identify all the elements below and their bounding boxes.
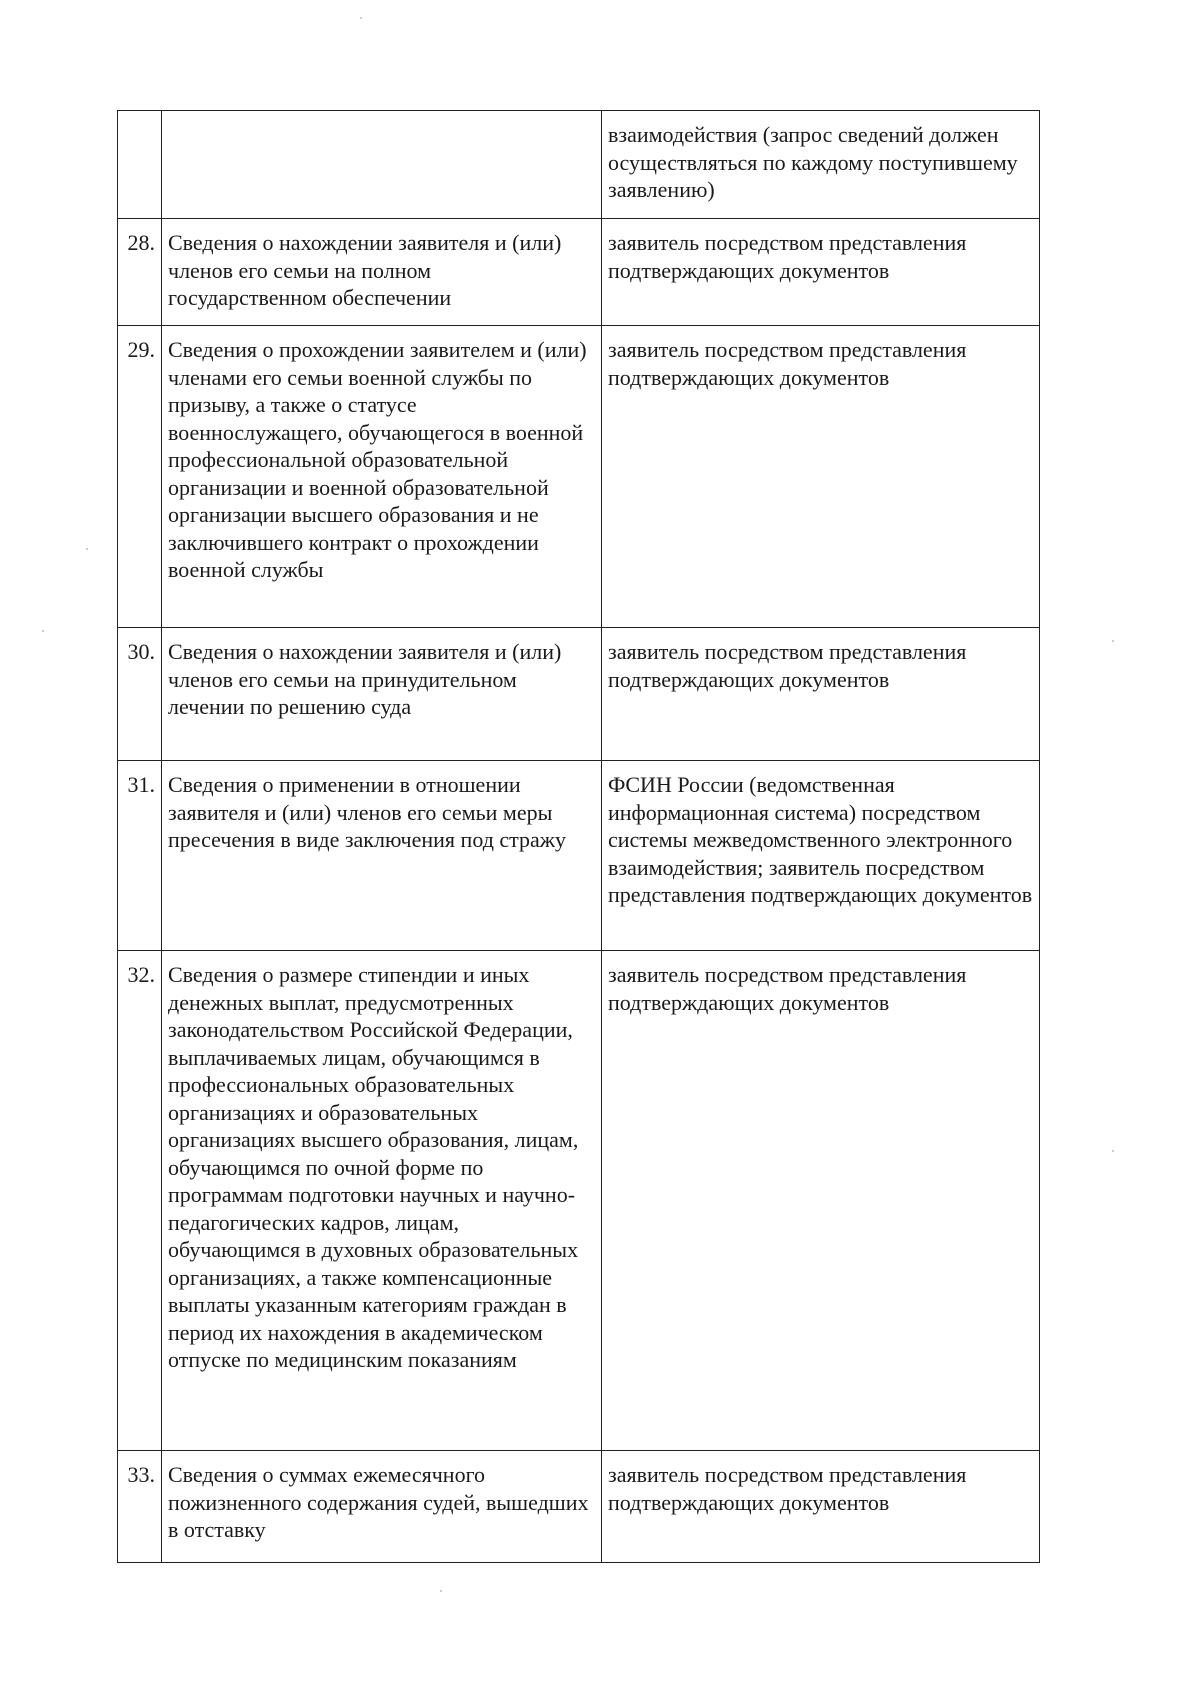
scan-speck [1112, 640, 1114, 642]
source-cell: заявитель посредством представления подтверждающих документов [602, 326, 1040, 628]
source-cell: заявитель посредством представления подтверждающих документов [602, 1451, 1040, 1563]
source-cell: ФСИН России (ведомственная информационная система) посредством системы межведомственного электронного взаимодействия; заявитель посредством представления подтверждающих документов [602, 761, 1040, 951]
row-number: 30. [118, 628, 162, 761]
table-row [118, 1451, 1040, 1563]
table-row [118, 219, 1040, 326]
info-cell: Сведения о нахождении заявителя и (или) членов его семьи на принудительном лечении по решению суда [162, 628, 602, 761]
scan-speck [440, 1590, 442, 1592]
info-cell: Сведения о применении в отношении заявителя и (или) членов его семьи меры пресечения в виде заключения под стражу [162, 761, 602, 951]
source-cell: заявитель посредством представления подтверждающих документов [602, 219, 1040, 326]
source-cell: заявитель посредством представления подтверждающих документов [602, 628, 1040, 761]
row-number: 32. [118, 951, 162, 1451]
documents-table [117, 110, 1040, 1563]
source-cell: заявитель посредством представления подтверждающих документов [602, 951, 1040, 1451]
source-cell: взаимодействия (запрос сведений должен осуществляться по каждому поступившему заявлению) [602, 111, 1040, 219]
info-cell [162, 111, 602, 219]
table-row [118, 951, 1040, 1451]
row-number: 33. [118, 1451, 162, 1563]
info-cell: Сведения о размере стипендии и иных денежных выплат, предусмотренных законодательством Российской Федерации, выплачиваемых лицам, обучающимся в профессиональных образовательных организациях и образовательных организациях высшего образования, лицам, обучающимся по очной форме по программам подготовки научных и научно-педагогических кадров, лицам, обучающимся в духовных образовательных организациях, а также компенсационные выплаты указанным категориям граждан в период их нахождения в академическом отпуске по медицинским показаниям [162, 951, 602, 1451]
table-row [118, 628, 1040, 761]
scan-speck [360, 17, 362, 19]
row-number [118, 111, 162, 219]
row-number: 28. [118, 219, 162, 326]
scan-speck [42, 630, 44, 632]
table-row [118, 761, 1040, 951]
scan-speck [86, 548, 88, 550]
table-row [118, 111, 1040, 219]
scan-speck [1112, 1150, 1114, 1152]
info-cell: Сведения о суммах ежемесячного пожизненного содержания судей, вышедших в отставку [162, 1451, 602, 1563]
row-number: 31. [118, 761, 162, 951]
table-row [118, 326, 1040, 628]
row-number: 29. [118, 326, 162, 628]
info-cell: Сведения о прохождении заявителем и (или) членами его семьи военной службы по призыву, а также о статусе военнослужащего, обучающегося в военной профессиональной образовательной организации и военной образовательной организации высшего образования и не заключившего контракт о прохождении военной службы [162, 326, 602, 628]
info-cell: Сведения о нахождении заявителя и (или) членов его семьи на полном государственном обеспечении [162, 219, 602, 326]
